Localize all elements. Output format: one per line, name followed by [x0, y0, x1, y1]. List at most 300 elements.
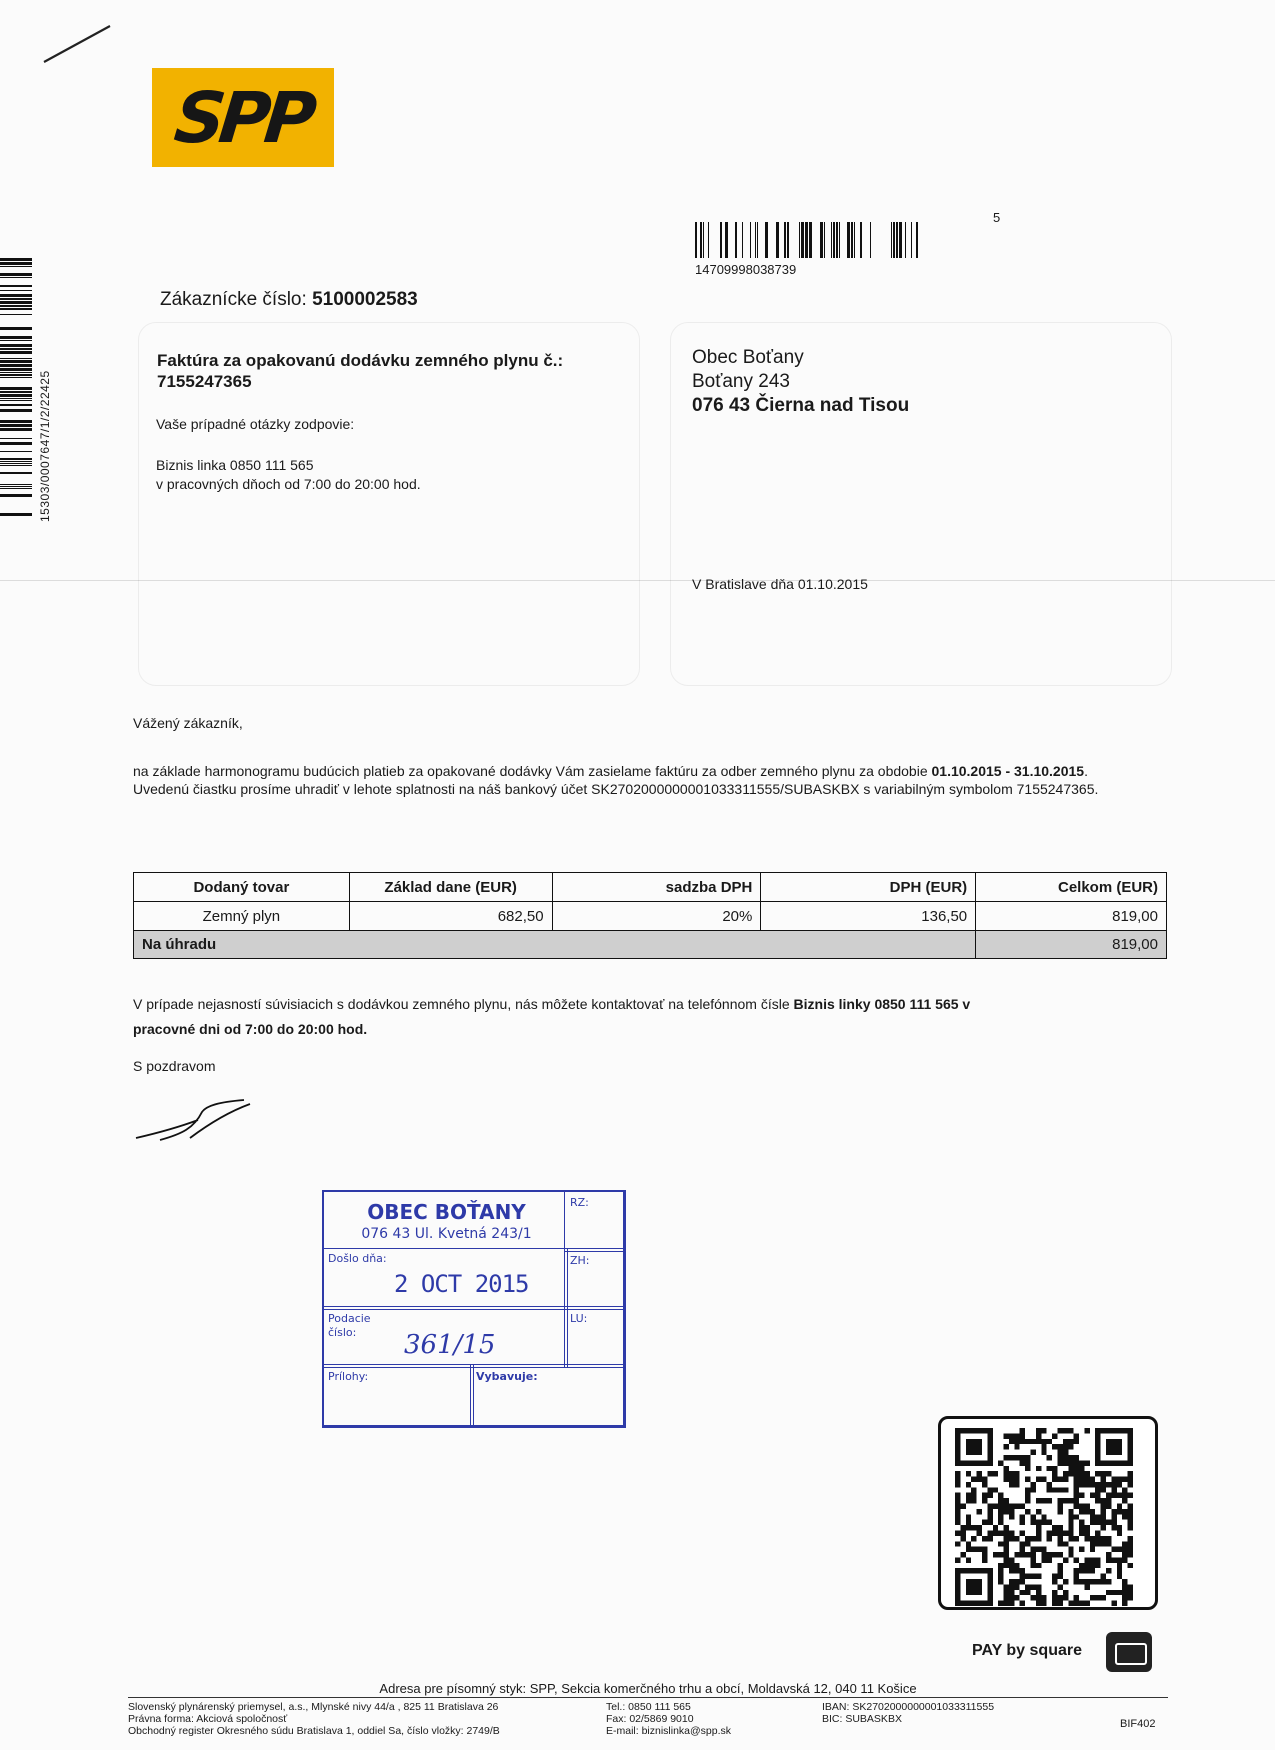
qr-module: [1084, 1471, 1089, 1476]
qr-module: [1036, 1466, 1041, 1471]
qr-module: [1117, 1509, 1122, 1514]
questions-text: Vaše prípadné otázky zodpovie:: [156, 416, 355, 432]
barcode-bar: [899, 222, 902, 258]
qr-module: [1117, 1482, 1122, 1487]
barcode-bar: [0, 494, 32, 497]
barcode-side: [0, 258, 32, 516]
stamp-street: 076 43 Ul. Kvetná 243/1: [361, 1226, 532, 1242]
hotline-line2: v pracovných dňoch od 7:00 do 20:00 hod.: [156, 476, 421, 492]
billing-period: 01.10.2015 - 31.10.2015: [931, 763, 1085, 779]
qr-module: [1020, 1579, 1025, 1584]
barcode-bar: [0, 438, 32, 439]
qr-module: [1031, 1584, 1036, 1589]
qr-module: [1004, 1530, 1009, 1535]
barcode-bar: [0, 314, 32, 315]
qr-module: [1095, 1498, 1100, 1503]
footer-bic: BIC: SUBASKBX: [822, 1713, 902, 1725]
qr-module: [1074, 1487, 1079, 1492]
barcode-bar: [708, 222, 709, 258]
qr-module: [1095, 1595, 1100, 1600]
qr-module: [1117, 1493, 1122, 1498]
barcode-bar: [695, 222, 697, 258]
qr-module: [1084, 1525, 1089, 1530]
qr-module: [1031, 1563, 1036, 1568]
qr-module: [1036, 1590, 1041, 1595]
customer-number-label: Zákaznícke číslo:: [160, 289, 307, 310]
qr-module: [1101, 1574, 1106, 1579]
qr-module: [1036, 1509, 1041, 1514]
qr-module: [1057, 1498, 1062, 1503]
qr-module: [971, 1477, 976, 1482]
footer-email: E-mail: biznislinka@spp.sk: [606, 1725, 732, 1737]
qr-module: [993, 1552, 998, 1557]
qr-module: [1090, 1509, 1095, 1514]
qr-module: [1020, 1590, 1025, 1595]
qr-module: [1084, 1601, 1089, 1606]
qr-module: [1074, 1455, 1079, 1460]
stamp-cislo-label: číslo:: [328, 1326, 357, 1339]
qr-module: [1111, 1590, 1116, 1595]
qr-module: [1101, 1536, 1106, 1541]
qr-module: [1020, 1439, 1025, 1444]
qr-module: [1084, 1504, 1089, 1509]
qr-module: [1009, 1477, 1014, 1482]
qr-module: [966, 1579, 982, 1595]
qr-module: [1063, 1455, 1068, 1460]
qr-module: [1122, 1493, 1127, 1498]
qr-module: [982, 1477, 987, 1482]
qr-module: [1041, 1595, 1046, 1600]
qr-module: [955, 1530, 960, 1535]
barcode-bar: [805, 222, 808, 258]
qr-module: [1057, 1450, 1062, 1455]
qr-module: [1128, 1514, 1133, 1519]
qr-module: [1090, 1514, 1095, 1519]
qr-module: [1052, 1601, 1057, 1606]
regards: S pozdravom: [133, 1058, 216, 1074]
qr-module: [1122, 1477, 1127, 1482]
qr-module: [1084, 1584, 1089, 1589]
qr-module: [1117, 1557, 1122, 1562]
qr-module: [1041, 1557, 1046, 1562]
qr-module: [1014, 1595, 1019, 1600]
barcode-bar: [0, 472, 32, 474]
qr-module: [987, 1536, 992, 1541]
barcode-bar: [735, 222, 737, 258]
qr-module: [1106, 1536, 1111, 1541]
qr-module: [993, 1504, 998, 1509]
qr-module: [1020, 1547, 1025, 1552]
qr-module: [1111, 1514, 1116, 1519]
recipient-street: Boťany 243: [692, 371, 790, 392]
qr-module: [1004, 1525, 1009, 1530]
hotline: [156, 456, 421, 494]
qr-module: [982, 1493, 987, 1498]
qr-module: [1057, 1595, 1062, 1600]
barcode-bar: [0, 266, 32, 267]
qr-module: [1025, 1509, 1030, 1514]
qr-module: [1031, 1536, 1036, 1541]
table-row: [134, 902, 1167, 931]
qr-module: [1025, 1477, 1030, 1482]
qr-module: [1068, 1444, 1073, 1449]
qr-module: [1068, 1455, 1073, 1460]
qr-module: [1057, 1444, 1062, 1449]
barcode-number: 14709998038739: [695, 262, 797, 277]
qr-module: [955, 1504, 960, 1509]
qr-module: [982, 1536, 987, 1541]
qr-module: [1101, 1504, 1106, 1509]
spp-logo: SPP: [152, 68, 334, 167]
qr-module: [1090, 1541, 1095, 1546]
qr-module: [993, 1530, 998, 1535]
qr-module: [1009, 1590, 1014, 1595]
qr-module: [1014, 1568, 1019, 1573]
qr-module: [1036, 1547, 1041, 1552]
qr-module: [1014, 1563, 1019, 1568]
qr-module: [1117, 1563, 1122, 1568]
qr-module: [1074, 1601, 1079, 1606]
qr-module: [1057, 1530, 1062, 1535]
qr-module: [1031, 1552, 1036, 1557]
qr-module: [1047, 1487, 1052, 1492]
qr-module: [1063, 1590, 1068, 1595]
qr-module: [1009, 1601, 1014, 1606]
salutation: Vážený zákazník,: [133, 715, 243, 731]
barcode-bar: [703, 222, 704, 258]
qr-module: [1041, 1450, 1046, 1455]
qr-module: [1004, 1547, 1009, 1552]
qr-module: [1106, 1590, 1111, 1595]
footer-company-line3: Obchodný register Okresného súdu Bratislava 1, oddiel Sa, číslo vložky: 2749/B: [128, 1725, 500, 1737]
qr-module: [1036, 1439, 1041, 1444]
barcode-bar: [0, 377, 32, 378]
qr-module: [1084, 1536, 1089, 1541]
qr-module: [1004, 1455, 1009, 1460]
qr-module: [1009, 1563, 1014, 1568]
qr-module: [998, 1552, 1003, 1557]
qr-module: [1128, 1552, 1133, 1557]
qr-module: [1074, 1466, 1079, 1471]
qr-module: [966, 1493, 971, 1498]
qr-module: [1063, 1541, 1068, 1546]
stamp-zh-label: ZH:: [570, 1254, 590, 1267]
registry-stamp: [322, 1190, 626, 1428]
qr-module: [1079, 1563, 1084, 1568]
barcode-bar: [0, 374, 32, 376]
barcode-bar: [891, 222, 892, 258]
header-tax-base: Základ dane (EUR): [349, 873, 552, 902]
qr-module: [1090, 1557, 1095, 1562]
barcode-bar: [916, 222, 918, 258]
qr-module: [1057, 1536, 1062, 1541]
qr-module: [987, 1487, 992, 1492]
qr-module: [977, 1547, 982, 1552]
qr-code: [955, 1428, 1133, 1606]
qr-module: [1068, 1466, 1073, 1471]
qr-module: [1009, 1595, 1014, 1600]
qr-module: [1106, 1498, 1111, 1503]
barcode-bar: [0, 428, 32, 431]
barcode-bar: [0, 394, 32, 397]
qr-module: [1095, 1514, 1100, 1519]
qr-module: [1020, 1428, 1025, 1433]
qr-module: [1084, 1568, 1089, 1573]
cell-total: 819,00: [976, 902, 1167, 931]
barcode-bar: [905, 222, 906, 258]
qr-module: [1057, 1477, 1062, 1482]
qr-module: [1106, 1520, 1111, 1525]
barcode-bar: [776, 222, 779, 258]
qr-module: [1063, 1460, 1068, 1465]
qr-module: [1025, 1466, 1030, 1471]
qr-module: [1014, 1536, 1019, 1541]
paragraph-end: .: [1084, 763, 1088, 779]
barcode-bar: [831, 222, 832, 258]
qr-module: [1111, 1493, 1116, 1498]
qr-module: [1095, 1487, 1100, 1492]
barcode-bar: [836, 222, 838, 258]
qr-module: [1122, 1541, 1127, 1546]
qr-module: [960, 1536, 965, 1541]
qr-module: [1079, 1466, 1084, 1471]
qr-module: [1079, 1482, 1084, 1487]
qr-module: [987, 1471, 992, 1476]
qr-module: [1063, 1579, 1068, 1584]
barcode-bar: [0, 308, 32, 310]
qr-module: [1004, 1536, 1009, 1541]
qr-module: [1004, 1471, 1009, 1476]
qr-module: [971, 1547, 976, 1552]
qr-module: [1128, 1509, 1133, 1514]
qr-module: [1047, 1455, 1052, 1460]
qr-module: [1122, 1487, 1127, 1492]
qr-module: [1074, 1493, 1079, 1498]
qr-module: [1004, 1498, 1009, 1503]
qr-module: [1090, 1482, 1095, 1487]
barcode-bar: [870, 222, 871, 258]
barcode-bar: [896, 222, 898, 258]
barcode-bar: [0, 358, 32, 359]
qr-module: [1101, 1471, 1106, 1476]
barcode-bar: [0, 344, 32, 347]
qr-module: [1122, 1595, 1127, 1600]
qr-module: [1128, 1520, 1133, 1525]
qr-module: [1079, 1477, 1084, 1482]
qr-module: [1036, 1477, 1041, 1482]
qr-module: [1009, 1536, 1014, 1541]
qr-module: [1025, 1493, 1030, 1498]
qr-module: [1079, 1460, 1084, 1465]
qr-module: [1025, 1541, 1030, 1546]
footer-divider: [128, 1697, 1168, 1698]
qr-module: [1009, 1504, 1014, 1509]
qr-module: [1079, 1493, 1084, 1498]
qr-module: [987, 1493, 992, 1498]
qr-module: [1074, 1568, 1079, 1573]
body-paragraph-1: [133, 762, 1173, 780]
qr-module: [1101, 1595, 1106, 1600]
qr-module: [971, 1525, 976, 1530]
qr-module: [1031, 1574, 1036, 1579]
qr-module: [1117, 1590, 1122, 1595]
qr-module: [1106, 1439, 1122, 1455]
qr-module: [1111, 1520, 1116, 1525]
qr-module: [966, 1541, 971, 1546]
footer-address: Adresa pre písomný styk: SPP, Sekcia komerčného trhu a obcí, Moldavská 12, 040 11 Košice: [379, 1681, 917, 1696]
qr-module: [1020, 1514, 1025, 1519]
qr-module: [955, 1493, 960, 1498]
qr-module: [1095, 1557, 1100, 1562]
qr-module: [1106, 1493, 1111, 1498]
qr-module: [955, 1557, 960, 1562]
footer-company-line2: Právna forma: Akciová spoločnosť: [128, 1713, 288, 1725]
qr-module: [1079, 1520, 1084, 1525]
qr-module: [1009, 1530, 1014, 1535]
invoice-number: 7155247365: [157, 372, 252, 391]
qr-module: [1128, 1563, 1133, 1568]
qr-module: [955, 1509, 960, 1514]
qr-module: [1068, 1520, 1073, 1525]
qr-module: [960, 1525, 965, 1530]
qr-module: [1122, 1590, 1127, 1595]
stamp-registry-number: 361/15: [404, 1330, 496, 1360]
qr-module: [998, 1601, 1003, 1606]
barcode-bar: [0, 285, 32, 287]
qr-module: [1074, 1433, 1079, 1438]
qr-module: [1009, 1514, 1014, 1519]
contact-hours: od 7:00 do 20:00 hod.: [220, 1021, 368, 1037]
qr-module: [1057, 1568, 1062, 1573]
qr-module: [1041, 1498, 1046, 1503]
qr-module: [1025, 1455, 1030, 1460]
qr-module: [1128, 1590, 1133, 1595]
qr-module: [1122, 1498, 1127, 1503]
qr-module: [1090, 1477, 1095, 1482]
pay-by-square-label: PAY by square: [972, 1642, 1082, 1659]
qr-module: [1079, 1509, 1084, 1514]
qr-module: [1090, 1493, 1095, 1498]
qr-module: [1079, 1568, 1084, 1573]
qr-module: [1095, 1493, 1100, 1498]
qr-module: [1101, 1498, 1106, 1503]
qr-module: [1090, 1563, 1095, 1568]
qr-module: [1014, 1477, 1019, 1482]
qr-module: [1041, 1601, 1046, 1606]
qr-module: [1041, 1552, 1046, 1557]
qr-module: [1095, 1563, 1100, 1568]
qr-module: [1128, 1471, 1133, 1476]
footer-phone: Tel.: 0850 111 565: [606, 1701, 691, 1713]
qr-module: [1128, 1541, 1133, 1546]
qr-module: [1047, 1482, 1052, 1487]
barcode-bar: [0, 364, 32, 367]
barcode-bar: [911, 222, 912, 258]
barcode-bar: [0, 400, 32, 401]
qr-module: [1111, 1557, 1116, 1562]
qr-module: [1052, 1444, 1057, 1449]
qr-module: [1111, 1477, 1116, 1482]
footer-iban: IBAN: SK2702000000001033311555: [822, 1701, 995, 1713]
qr-module: [1014, 1552, 1019, 1557]
qr-module: [1014, 1584, 1019, 1589]
qr-module: [971, 1498, 976, 1503]
qr-module: [1009, 1584, 1014, 1589]
barcode-bar: [854, 222, 855, 258]
qr-module: [993, 1471, 998, 1476]
qr-module: [1047, 1439, 1052, 1444]
barcode-bar: [0, 461, 32, 462]
qr-module: [1074, 1536, 1079, 1541]
qr-module: [1020, 1601, 1025, 1606]
qr-module: [1106, 1504, 1111, 1509]
barcode-bar: [0, 305, 32, 307]
stamp-lu-label: LU:: [570, 1312, 588, 1325]
qr-module: [1057, 1552, 1062, 1557]
qr-module: [1036, 1525, 1041, 1530]
qr-module: [998, 1579, 1003, 1584]
qr-module: [1009, 1579, 1014, 1584]
qr-module: [1106, 1552, 1111, 1557]
qr-module: [1117, 1477, 1122, 1482]
barcode-bar: [893, 222, 895, 258]
qr-module: [955, 1482, 960, 1487]
stamp-date: 2 OCT 2015: [394, 1270, 529, 1298]
card-icon: [1106, 1632, 1152, 1672]
qr-module: [1057, 1541, 1062, 1546]
qr-module: [1009, 1568, 1014, 1573]
qr-module: [1057, 1487, 1062, 1492]
qr-module: [1128, 1477, 1133, 1482]
footer-contacts: [606, 1701, 731, 1737]
barcode-bar: [801, 222, 804, 258]
qr-module: [1014, 1455, 1019, 1460]
qr-module: [1074, 1579, 1079, 1584]
qr-module: [1014, 1579, 1019, 1584]
qr-module: [1068, 1439, 1073, 1444]
qr-module: [966, 1471, 971, 1476]
qr-module: [1128, 1482, 1133, 1487]
qr-module: [1020, 1541, 1025, 1546]
qr-module: [1004, 1563, 1009, 1568]
qr-module: [1074, 1595, 1079, 1600]
footer-bank: [822, 1701, 994, 1725]
qr-module: [960, 1504, 965, 1509]
qr-module: [1025, 1460, 1030, 1465]
qr-module: [1079, 1530, 1084, 1535]
qr-module: [998, 1498, 1003, 1503]
qr-module: [1025, 1590, 1030, 1595]
qr-module: [971, 1493, 976, 1498]
barcode-bar: [0, 488, 32, 489]
qr-module: [1074, 1477, 1079, 1482]
barcode-bar: [0, 398, 32, 399]
qr-module: [1117, 1525, 1122, 1530]
qr-module: [966, 1525, 971, 1530]
qr-module: [1074, 1471, 1079, 1476]
barcode-bar: [824, 222, 825, 258]
barcode-bar: [833, 222, 835, 258]
qr-module: [1036, 1520, 1041, 1525]
qr-module: [1084, 1482, 1089, 1487]
footer-company-line1: Slovenský plynárenský priemysel, a.s., Mlynské nivy 44/a , 825 11 Bratislava 26: [128, 1701, 499, 1713]
qr-module: [993, 1525, 998, 1530]
qr-module: [1074, 1514, 1079, 1519]
qr-module: [1068, 1471, 1073, 1476]
qr-module: [1084, 1563, 1089, 1568]
qr-module: [1014, 1482, 1019, 1487]
barcode-bar: [0, 273, 32, 276]
